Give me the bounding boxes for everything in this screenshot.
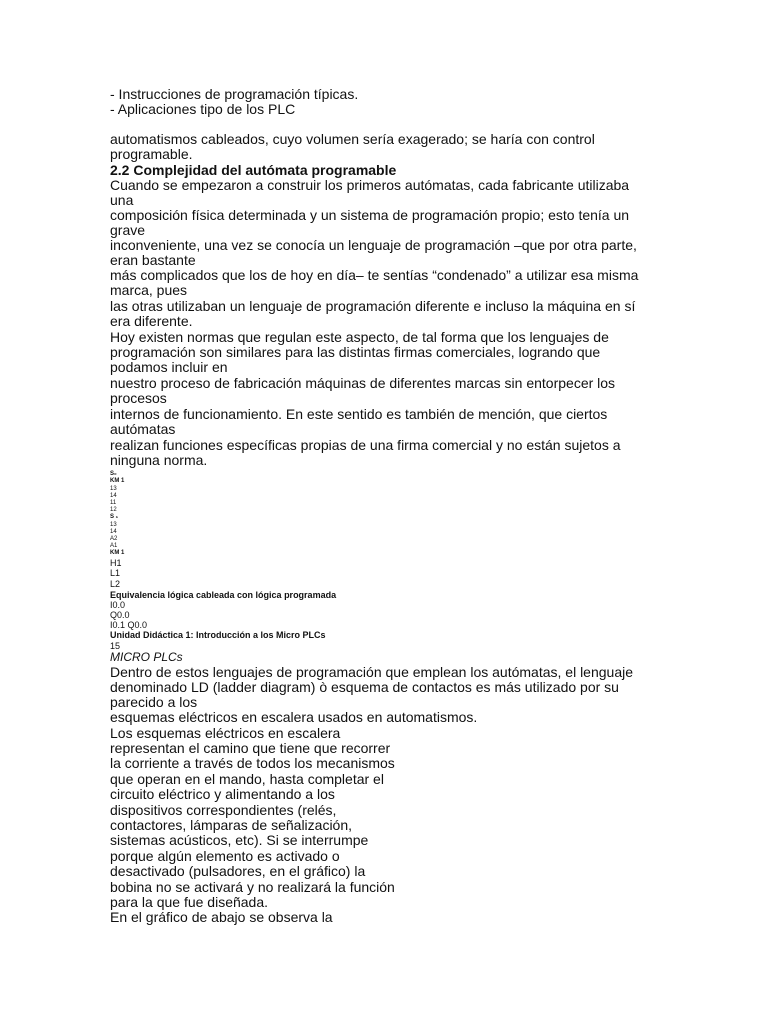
figure-label-a2: A2 [110,536,118,542]
paragraph-line: realizan funciones específicas propias de una firma comercial y no están sujetos a [110,437,621,453]
figure-label-13: 13 [110,486,117,492]
paragraph-line: Los esquemas eléctricos en escalera [110,725,341,741]
figure-label-l1: L1 [110,568,121,578]
figure-code: I0.0 [110,600,126,610]
figure-label-11: 11 [110,500,117,506]
paragraph-line: una [110,192,134,208]
paragraph-line: representan el camino que tiene que recorrer [110,740,391,756]
paragraph-line: desactivado (pulsadores, en el gráfico) la [110,863,366,879]
figure-label-l2: L2 [110,579,121,589]
figure-label-a1: A1 [110,543,118,549]
figure-code: Q0.0 [110,610,130,620]
paragraph-line: que operan en el mando, hasta completar el [110,771,384,787]
figure-label-14: 14 [110,493,117,499]
list-item-instructions: - Instrucciones de programación típicas. [110,86,359,102]
paragraph-line: dispositivos correspondientes (relés, [110,802,337,818]
figure-label-s1: S ₁ [110,514,119,520]
paragraph-line: para la que fue diseñada. [110,894,269,910]
paragraph-line: contactores, lámparas de señalización, [110,817,353,833]
paragraph-line: procesos [110,390,167,406]
figure-label-13b: 13 [110,522,117,528]
paragraph-line: programación son similares para las distintas firmas comerciales, logrando que [110,344,601,360]
list-item-applications: - Aplicaciones tipo de los PLC [110,101,296,117]
paragraph-line: autómatas [110,421,176,437]
paragraph-line: En el gráfico de abajo se observa la [110,909,333,925]
paragraph-line: esquemas eléctricos en escalera usados en automatismos. [110,709,478,725]
figure-caption: Equivalencia lógica cableada con lógica programada [110,590,337,600]
paragraph-line: ninguna norma. [110,452,208,468]
paragraph-line: circuito eléctrico y alimentando a los [110,786,335,802]
paragraph-line: era diferente. [110,313,193,329]
figure-label-14b: 14 [110,529,117,535]
page-number: 15 [110,641,121,651]
paragraph-line: marca, pues [110,282,188,298]
paragraph-line: podamos incluir en [110,359,228,375]
paragraph-line: eran bastante [110,252,196,268]
figure-label-h1: H1 [110,558,122,568]
paragraph-line: nuestro proceso de fabricación máquinas de diferentes marcas sin entorpecer los [110,375,616,391]
paragraph-line: grave [110,222,146,238]
paragraph-line: sistemas acústicos, etc). Si se interrumpe [110,832,369,848]
intro-line: programable. [110,146,193,162]
paragraph-line: denominado LD (ladder diagram) ò esquema de contactos es más utilizado por su [110,679,619,695]
paragraph-line: composición física determinada y un sistema de programación propio; esto tenía un [110,207,630,223]
figure-label-km1: KM 1 [110,478,125,484]
paragraph-line: inconveniente, una vez se conocía un lenguaje de programación –que por otra parte, [110,237,637,253]
paragraph-line: la corriente a través de todos los mecanismos [110,755,395,771]
paragraph-line: bobina no se activará y no realizará la función [110,879,395,895]
paragraph-line: internos de funcionamiento. En este sentido es también de mención, que ciertos [110,406,608,422]
paragraph-line: Dentro de estos lenguajes de programación que emplean los autómatas, el lenguaje [110,664,634,680]
running-head: MICRO PLCs [110,650,183,664]
paragraph-line: porque algún elemento es activado o [110,848,340,864]
paragraph-line: parecido a los [110,694,198,710]
figure-label-s0: S₀ [110,471,117,477]
section-title: 2.2 Complejidad del autómata programable [110,162,397,178]
paragraph-line: más complicados que los de hoy en día– te sentías “condenado” a utilizar esa misma [110,267,639,283]
paragraph-line: Cuando se empezaron a construir los primeros autómatas, cada fabricante utilizaba [110,177,630,193]
figure-code: I0.1 Q0.0 [110,620,148,630]
figure-label-12: 12 [110,507,117,513]
intro-line: automatismos cableados, cuyo volumen sería exagerado; se haría con control [110,131,595,147]
figure-label-km1b: KM 1 [110,550,125,556]
paragraph-line: Hoy existen normas que regulan este aspecto, de tal forma que los lenguajes de [110,329,609,345]
paragraph-line: las otras utilizaban un lenguaje de programación diferente e incluso la máquina en sí [110,298,636,314]
footer-unit: Unidad Didáctica 1: Introducción a los Micro PLCs [110,630,326,640]
